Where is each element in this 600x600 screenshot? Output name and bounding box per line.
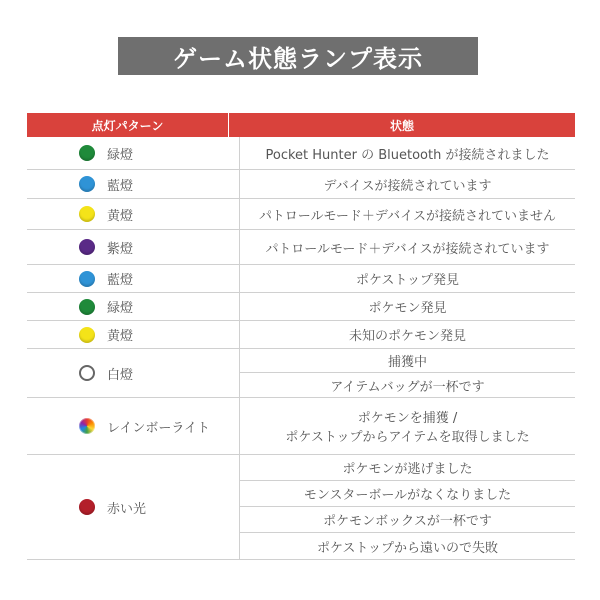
status-cell-group [239, 398, 575, 454]
status-text: ポケモンが逃げました [239, 455, 575, 481]
lamp-color-label: 白燈 [107, 367, 134, 383]
table-row [27, 199, 575, 230]
lamp-color-icon [79, 327, 95, 343]
lamp-pattern [27, 398, 239, 454]
lamp-color-label: 赤い光 [107, 501, 147, 517]
status-text-line: ポケモンを捕獲 / [357, 411, 458, 426]
lamp-color-icon [79, 271, 95, 287]
status-cell-group [239, 199, 575, 229]
table-row [27, 293, 575, 321]
status-text: アイテムバッグが一杯です [239, 373, 575, 397]
lamp-color-label: 黄燈 [107, 208, 134, 224]
status-cell-group [239, 455, 575, 559]
status-text: デバイスが接続されています [239, 170, 575, 198]
status-text: ポケストップから遠いので失敗 [239, 533, 575, 559]
lamp-color-label: 紫燈 [107, 241, 134, 257]
lamp-pattern [27, 455, 239, 559]
table-row [27, 230, 575, 265]
table-row [27, 349, 575, 398]
lamp-color-icon [79, 176, 95, 192]
status-text: 捕獲中 [239, 349, 575, 373]
status-text: パトロールモード＋デバイスが接続されていません [239, 199, 575, 229]
table-body [27, 137, 575, 560]
lamp-color-label: 黄燈 [107, 329, 134, 344]
status-table [27, 113, 575, 560]
status-text: Pocket Hunter の Bluetooth が接続されました [239, 137, 575, 169]
status-cell-group [239, 170, 575, 198]
table-row [27, 137, 575, 170]
status-text: モンスターボールがなくなりました [239, 481, 575, 507]
lamp-pattern [27, 137, 239, 169]
status-text-multiline [285, 407, 529, 445]
lamp-pattern [27, 349, 239, 397]
lamp-color-label: 緑燈 [107, 147, 134, 163]
status-text: パトロールモード＋デバイスが接続されています [239, 230, 575, 264]
status-cell-group [239, 349, 575, 397]
status-cell-group [239, 137, 575, 169]
lamp-color-icon [79, 499, 95, 515]
status-cell-group [239, 321, 575, 348]
lamp-pattern [27, 199, 239, 229]
lamp-color-icon [79, 365, 95, 381]
table-row [27, 455, 575, 560]
lamp-pattern [27, 230, 239, 264]
table-row [27, 321, 575, 349]
status-text: ポケモン発見 [239, 293, 575, 320]
lamp-pattern [27, 170, 239, 198]
status-text-line: ポケストップからアイテムを取得しました [285, 430, 530, 445]
lamp-color-label: レインボーライト [107, 420, 210, 436]
table-header [27, 113, 575, 137]
page-title: ゲーム状態ランプ表示 [118, 37, 478, 75]
status-cell-group [239, 293, 575, 320]
header-pattern: 点灯パターン [27, 113, 229, 137]
status-cell-group [239, 230, 575, 264]
table-row [27, 170, 575, 199]
lamp-color-icon [79, 206, 95, 222]
table-row [27, 265, 575, 293]
lamp-color-icon [79, 299, 95, 315]
lamp-color-label: 緑燈 [107, 301, 134, 316]
status-text: ポケモンボックスが一杯です [239, 507, 575, 533]
status-text: 未知のポケモン発見 [239, 321, 575, 348]
lamp-color-label: 藍燈 [107, 178, 134, 194]
status-text: ポケストップ発見 [239, 265, 575, 292]
table-row [27, 398, 575, 455]
status-cell-group [239, 265, 575, 292]
header-status: 状態 [389, 118, 414, 133]
lamp-color-label: 藍燈 [107, 273, 134, 288]
lamp-color-icon [79, 239, 95, 255]
lamp-pattern [27, 293, 239, 320]
status-text [239, 398, 575, 454]
lamp-pattern [27, 321, 239, 348]
lamp-color-icon [79, 145, 95, 161]
lamp-color-icon [79, 418, 95, 434]
lamp-pattern [27, 265, 239, 292]
